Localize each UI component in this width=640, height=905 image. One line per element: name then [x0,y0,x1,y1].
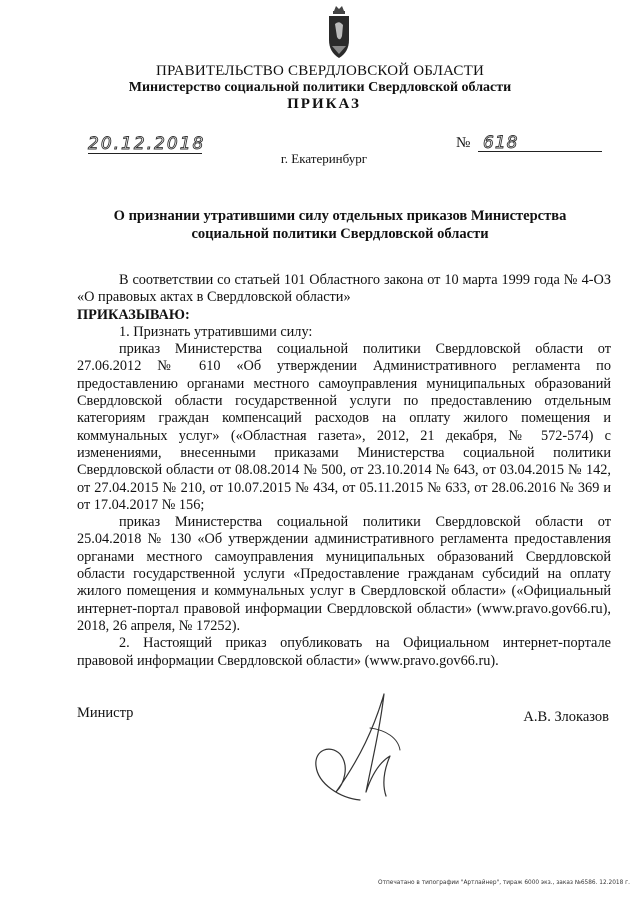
number-label: № [456,135,471,151]
signer-position: Министр [77,705,134,721]
document-type: ПРИКАЗ [287,96,361,112]
clause-1-item-2: приказ Министерства социальной политики Свердловской области от 25.04.2018 № 130 «Об утверждении административного регламента предоставления органами местного самоуправления муниципальных образований Свердловской области государственной услуги «Предоставление гражданам субсидий на оплату жилого помещения и коммунальных услуг в Свердловской области» («Официальный интернет-портал правовой информации Свердловской области» (www.pravo.gov66.ru), 2018, 26 апреля, № 17252). [77,514,611,634]
order-keyword: ПРИКАЗЫВАЮ: [77,306,190,323]
preamble-paragraph: В соответствии со статьей 101 Областного закона от 10 марта 1999 года № 4-ОЗ «О правовых актах в Свердловской области» [77,272,611,306]
clause-1: 1. Признать утратившими силу: [119,323,313,340]
signer-name: А.В. Злоказов [523,709,609,725]
print-footer: Отпечатано в типографии "Артлайнер", тираж 6000 экз., заказ №6586. 12.2018 г. [378,880,630,886]
document-title [80,207,600,243]
document-date: 20.12.2018 [88,134,206,154]
clause-2: 2. Настоящий приказ опубликовать на Официальном интернет-портале правовой информации Свердловской области» (www.pravo.gov66.ru). [77,635,611,669]
coat-of-arms-emblem [324,4,354,60]
title-line-2: социальной политики Свердловской области [191,226,489,242]
ministry-header: Министерство социальной политики Свердловской области [128,80,512,95]
document-body [77,272,611,670]
title-line-1: О признании утратившими силу отдельных приказов Министерства [113,208,567,224]
document-number: 618 [483,133,519,153]
government-header: ПРАВИТЕЛЬСТВО СВЕРДЛОВСКОЙ ОБЛАСТИ [155,63,485,79]
city: г. Екатеринбург [280,151,368,166]
handwritten-signature [300,688,420,806]
clause-1-item-1: приказ Министерства социальной политики Свердловской области от 27.06.2012 № 610 «Об утверждении Административного регламента по предоставлению органами местного самоуправления муниципальных образований Свердловской области государственной услуги по предоставлению отдельным категориям граждан компенсаций расходов на оплату жилого помещения и коммунальных услуг» («Областная газета», 2012, 21 декабря, № 572-574) с изменениями, внесенными приказами Министерства социальной политики Свердловской области от 08.08.2014 № 500, от 23.10.2014 № 643, от 03.04.2015 № 142, от 27.04.2015 № 210, от 10.07.2015 № 434, от 05.11.2015 № 633, от 28.06.2016 № 369 и от 17.04.2017 № 156; [77,341,611,513]
